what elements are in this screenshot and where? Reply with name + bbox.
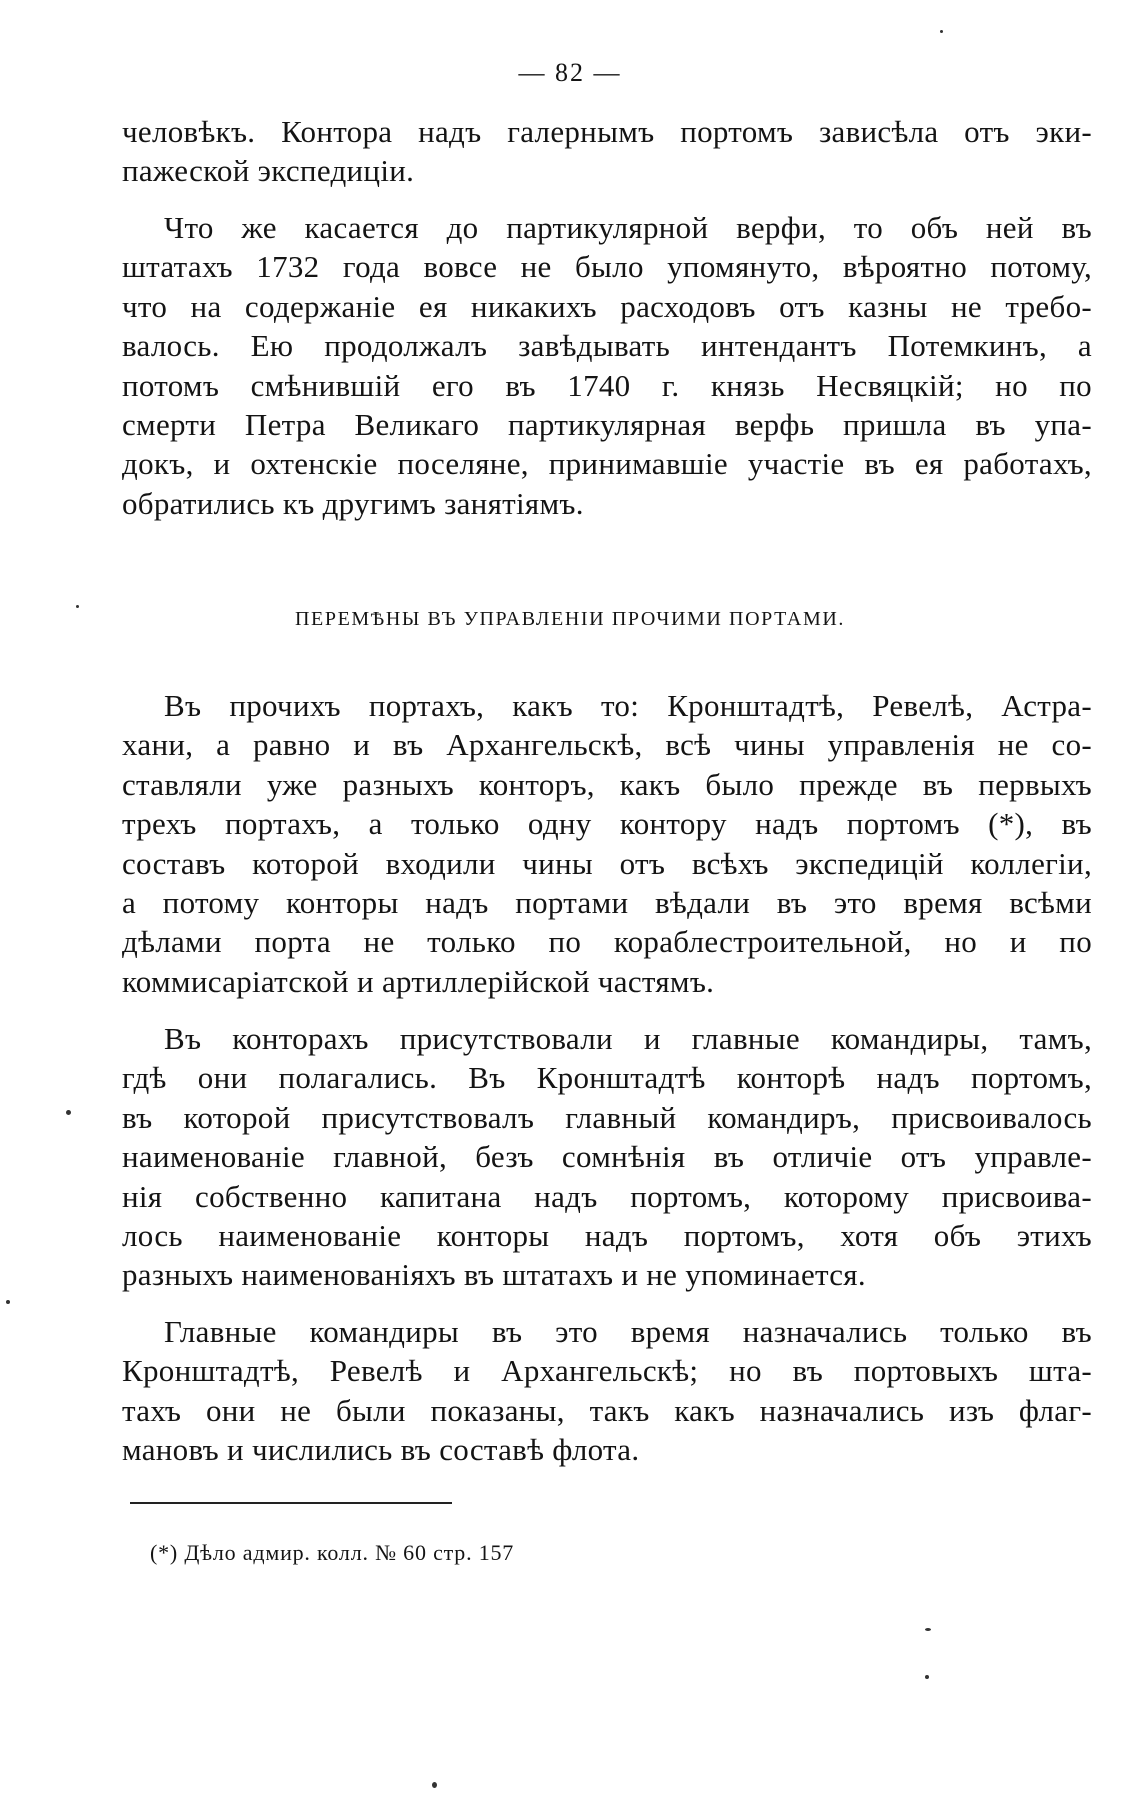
text-line: Кронштадтѣ, Ревелѣ и Архангельскѣ; но въ портовыхъ шта- <box>122 1353 1092 1389</box>
text-line: Въ прочихъ портахъ, какъ то: Кронштадтѣ, Ревелѣ, Астра- <box>164 688 1092 723</box>
text-line: нія собственно капитана надъ портомъ, которому присвоива- <box>122 1178 1092 1214</box>
paragraph-5-text <box>122 1312 1092 1470</box>
paragraph-2 <box>122 208 1092 523</box>
text-line: потомъ смѣнившій его въ 1740 г. князь Несвяцкій; но по <box>122 367 1092 403</box>
paragraph-4 <box>122 1019 1092 1295</box>
text-line: составъ которой входили чины отъ всѣхъ экспедицій коллегіи, <box>122 845 1092 881</box>
text-line: пажеской экспедиціи. <box>122 153 415 189</box>
text-line: гдѣ они полагались. Въ Кронштадтѣ конторѣ надъ портомъ, <box>122 1060 1092 1096</box>
paragraph-3-text <box>122 686 1092 1001</box>
text-line: человѣкъ. Контора надъ галернымъ портомъ зависѣла отъ эки- <box>122 114 1092 149</box>
text-line: докъ, и охтенскіе поселяне, принимавшіе участіе въ ея работахъ, <box>122 446 1092 482</box>
text-line: хани, а равно и въ Архангельскѣ, всѣ чины управленія не со- <box>122 727 1092 763</box>
text-line: Главные командиры въ это время назначались только въ <box>164 1314 1092 1349</box>
text-line: а потому конторы надъ портами вѣдали въ это время всѣми <box>122 885 1092 921</box>
scan-speck <box>925 1675 929 1679</box>
text-line: наименованіе главной, безъ сомнѣнія въ отличіе отъ управле- <box>122 1139 1092 1175</box>
text-line: трехъ портахъ, а только одну контору надъ портомъ (*), въ <box>122 806 1092 842</box>
text-line: въ которой присутствовалъ главный командиръ, присвоивалось <box>122 1099 1092 1135</box>
text-line: Въ конторахъ присутствовали и главные командиры, тамъ, <box>164 1021 1092 1056</box>
footnote: (*) Дѣло адмир. колл. № 60 стр. 157 <box>150 1540 515 1565</box>
footnote-divider <box>130 1502 452 1504</box>
text-line: обратились къ другимъ занятіямъ. <box>122 485 584 521</box>
text-line: тахъ они не были показаны, такъ какъ назначались изъ флаг- <box>122 1392 1092 1428</box>
text-line: дѣлами порта не только по кораблестроительной, но и по <box>122 924 1092 960</box>
paragraph-3 <box>122 686 1092 1001</box>
text-line: разныхъ наименованіяхъ въ штатахъ и не упоминается. <box>122 1257 866 1293</box>
text-line: коммисаріатской и артиллерійской частямъ. <box>122 963 715 999</box>
text-line: ставляли уже разныхъ конторъ, какъ было прежде въ первыхъ <box>122 766 1092 802</box>
text-line: штатахъ 1732 года вовсе не было упомянуто, вѣроятно потому, <box>122 249 1092 285</box>
text-line: что на содержаніе ея никакихъ расходовъ отъ казны не требо- <box>122 288 1092 324</box>
text-line: валось. Ею продолжалъ завѣдывать интендантъ Потемкинъ, а <box>122 328 1092 364</box>
text-line: лось наименованіе конторы надъ портомъ, хотя объ этихъ <box>122 1218 1092 1254</box>
section-heading: ПЕРЕМѢНЫ ВЪ УПРАВЛЕНІИ ПРОЧИМИ ПОРТАМИ. <box>295 608 845 630</box>
paragraph-4-text <box>122 1019 1092 1295</box>
scan-speck <box>76 605 79 608</box>
paragraph-2-text <box>122 208 1092 523</box>
scan-speck <box>432 1782 437 1788</box>
paragraph-1-text <box>122 112 1092 191</box>
page-number: — 82 — <box>518 58 622 87</box>
text-line: смерти Петра Великаго партикулярная верфь пришла въ упа- <box>122 407 1092 443</box>
scan-speck <box>925 1628 931 1631</box>
paragraph-5 <box>122 1312 1092 1470</box>
scan-speck <box>940 30 943 33</box>
scan-speck <box>66 1110 71 1115</box>
text-line: мановъ и числились въ составѣ флота. <box>122 1432 640 1468</box>
scan-speck <box>6 1300 10 1304</box>
text-line: Что же касается до партикулярной верфи, то объ ней въ <box>164 210 1092 245</box>
paragraph-1 <box>122 112 1092 191</box>
